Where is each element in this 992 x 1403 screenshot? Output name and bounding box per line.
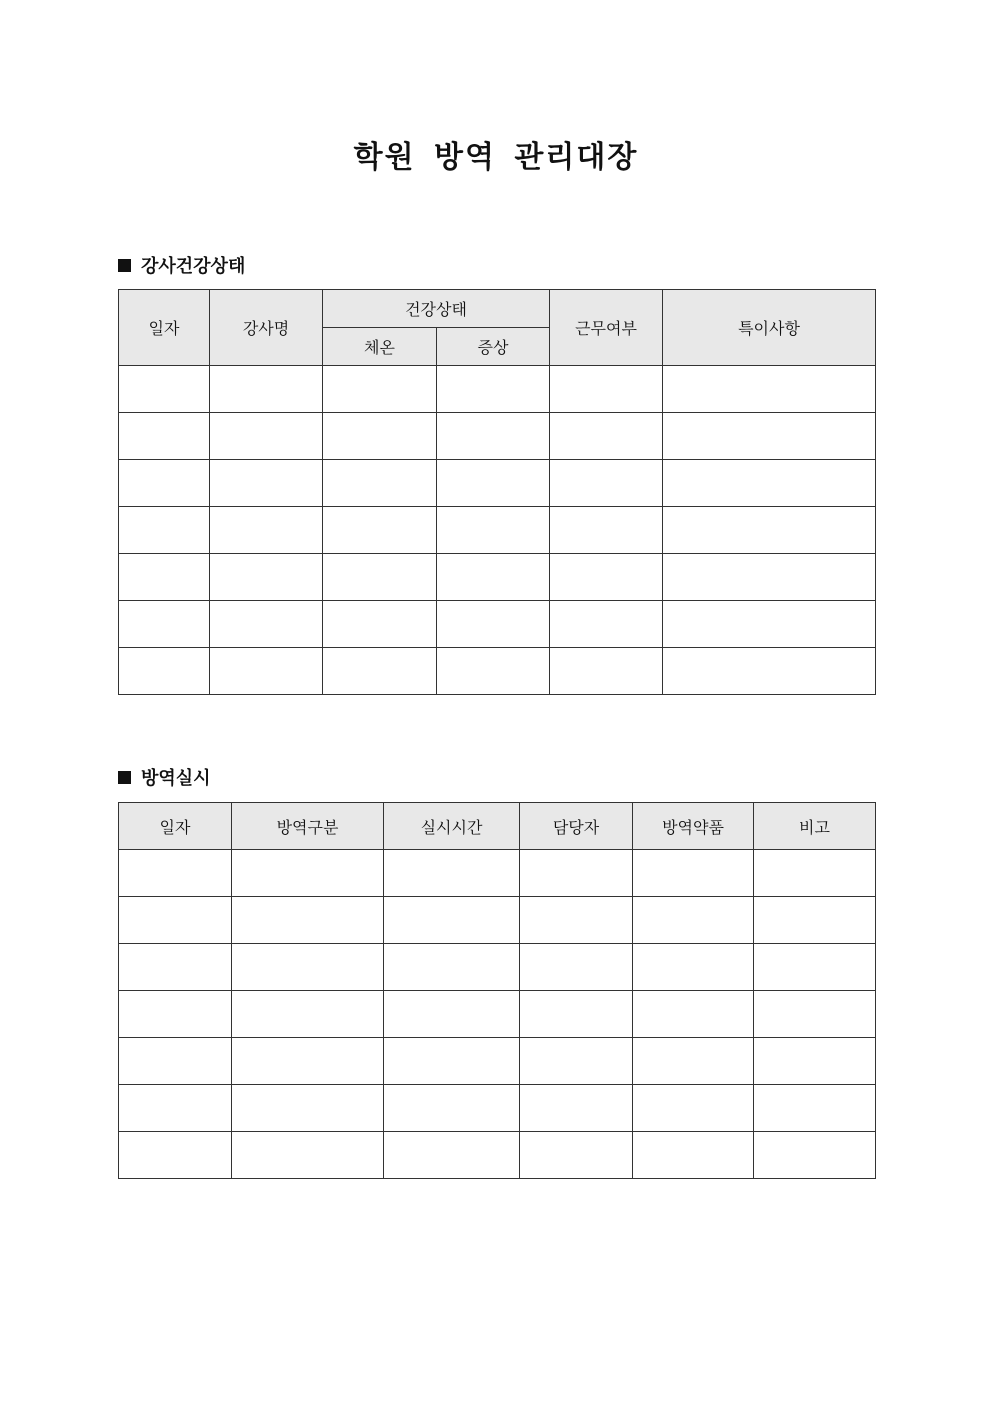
table-cell[interactable]	[663, 460, 876, 507]
table-cell[interactable]	[384, 1132, 520, 1179]
section-heading-instructor-health	[118, 252, 245, 278]
table-cell[interactable]	[520, 1132, 633, 1179]
table-cell[interactable]	[633, 1132, 754, 1179]
instructor-health-table	[118, 289, 876, 695]
table-cell[interactable]	[119, 507, 210, 554]
table-row	[119, 554, 876, 601]
header-instructor-name: 강사명	[210, 290, 323, 366]
header-date: 일자	[119, 803, 232, 850]
table-cell[interactable]	[633, 897, 754, 944]
table-cell[interactable]	[232, 1132, 384, 1179]
table-cell[interactable]	[119, 991, 232, 1038]
table-cell[interactable]	[520, 1085, 633, 1132]
table-cell[interactable]	[550, 460, 663, 507]
table-cell[interactable]	[754, 850, 876, 897]
section-heading-disinfection	[118, 764, 211, 790]
table-cell[interactable]	[754, 1132, 876, 1179]
table-cell[interactable]	[323, 601, 437, 648]
table-cell[interactable]	[119, 413, 210, 460]
table-cell[interactable]	[663, 554, 876, 601]
table-cell[interactable]	[210, 413, 323, 460]
table-cell[interactable]	[232, 991, 384, 1038]
table-cell[interactable]	[520, 1038, 633, 1085]
table-cell[interactable]	[633, 850, 754, 897]
section-heading-label: 강사건강상태	[141, 256, 246, 277]
table-cell[interactable]	[550, 366, 663, 413]
table-cell[interactable]	[754, 1085, 876, 1132]
table-cell[interactable]	[210, 648, 323, 695]
table-cell[interactable]	[437, 507, 550, 554]
disinfection-table	[118, 802, 876, 1179]
table-cell[interactable]	[232, 1085, 384, 1132]
table-cell[interactable]	[550, 648, 663, 695]
table-cell[interactable]	[119, 1132, 232, 1179]
table-cell[interactable]	[232, 850, 384, 897]
table-row	[119, 366, 876, 413]
table-cell[interactable]	[232, 944, 384, 991]
table-row	[119, 1132, 876, 1179]
table-cell[interactable]	[384, 991, 520, 1038]
table-cell[interactable]	[323, 366, 437, 413]
table-cell[interactable]	[663, 648, 876, 695]
table-row	[119, 648, 876, 695]
table-row	[119, 850, 876, 897]
header-manager: 담당자	[520, 803, 633, 850]
header-health-status: 건강상태	[323, 290, 550, 328]
table-cell[interactable]	[323, 648, 437, 695]
table-cell[interactable]	[232, 1038, 384, 1085]
table-cell[interactable]	[119, 366, 210, 413]
table-cell[interactable]	[437, 366, 550, 413]
section-heading-label: 방역실시	[141, 768, 211, 789]
black-square-icon	[118, 259, 131, 272]
table-row	[119, 944, 876, 991]
table-cell[interactable]	[210, 554, 323, 601]
table-row	[119, 413, 876, 460]
table-cell[interactable]	[119, 944, 232, 991]
header-note: 비고	[754, 803, 876, 850]
table-cell[interactable]	[754, 897, 876, 944]
table-cell[interactable]	[550, 413, 663, 460]
header-date: 일자	[119, 290, 210, 366]
table-cell[interactable]	[754, 1038, 876, 1085]
table-cell[interactable]	[119, 601, 210, 648]
table-cell[interactable]	[633, 944, 754, 991]
table-row	[119, 991, 876, 1038]
table-cell[interactable]	[633, 991, 754, 1038]
table-cell[interactable]	[119, 850, 232, 897]
table-cell[interactable]	[384, 897, 520, 944]
table-cell[interactable]	[520, 897, 633, 944]
table-cell[interactable]	[119, 1085, 232, 1132]
table-row	[119, 1085, 876, 1132]
table-cell[interactable]	[754, 991, 876, 1038]
header-work-status: 근무여부	[550, 290, 663, 366]
header-disinfectant: 방역약품	[633, 803, 754, 850]
table-cell[interactable]	[119, 1038, 232, 1085]
table-row	[119, 460, 876, 507]
table-cell[interactable]	[384, 1038, 520, 1085]
table-cell[interactable]	[437, 413, 550, 460]
table-cell[interactable]	[550, 507, 663, 554]
header-temperature: 체온	[323, 328, 437, 366]
table-cell[interactable]	[550, 601, 663, 648]
table-cell[interactable]	[437, 648, 550, 695]
table-cell[interactable]	[437, 554, 550, 601]
black-square-icon	[118, 771, 131, 784]
table-cell[interactable]	[119, 897, 232, 944]
table-cell[interactable]	[210, 460, 323, 507]
table-cell[interactable]	[119, 554, 210, 601]
table-cell[interactable]	[754, 944, 876, 991]
table-cell[interactable]	[210, 507, 323, 554]
table-cell[interactable]	[323, 460, 437, 507]
table-cell[interactable]	[520, 944, 633, 991]
table-cell[interactable]	[663, 507, 876, 554]
table-cell[interactable]	[232, 897, 384, 944]
header-remarks: 특이사항	[663, 290, 876, 366]
table-row	[119, 507, 876, 554]
table-cell[interactable]	[633, 1038, 754, 1085]
table-cell[interactable]	[663, 366, 876, 413]
table-cell[interactable]	[384, 944, 520, 991]
header-symptoms: 증상	[437, 328, 550, 366]
table-cell[interactable]	[520, 850, 633, 897]
table-cell[interactable]	[520, 991, 633, 1038]
table-cell[interactable]	[550, 554, 663, 601]
table-cell[interactable]	[323, 507, 437, 554]
table-cell[interactable]	[119, 648, 210, 695]
header-disinfection-category: 방역구분	[232, 803, 384, 850]
table-cell[interactable]	[663, 601, 876, 648]
table-cell[interactable]	[663, 413, 876, 460]
table-cell[interactable]	[437, 601, 550, 648]
table-row	[119, 1038, 876, 1085]
page-title: 학원 방역 관리대장	[353, 140, 639, 175]
table-row	[119, 897, 876, 944]
table-cell[interactable]	[633, 1085, 754, 1132]
table-cell[interactable]	[323, 413, 437, 460]
header-execution-time: 실시시간	[384, 803, 520, 850]
table-cell[interactable]	[384, 850, 520, 897]
table-cell[interactable]	[384, 1085, 520, 1132]
table-cell[interactable]	[323, 554, 437, 601]
table-cell[interactable]	[210, 366, 323, 413]
table-cell[interactable]	[437, 460, 550, 507]
table-row	[119, 601, 876, 648]
table-cell[interactable]	[119, 460, 210, 507]
table-cell[interactable]	[210, 601, 323, 648]
